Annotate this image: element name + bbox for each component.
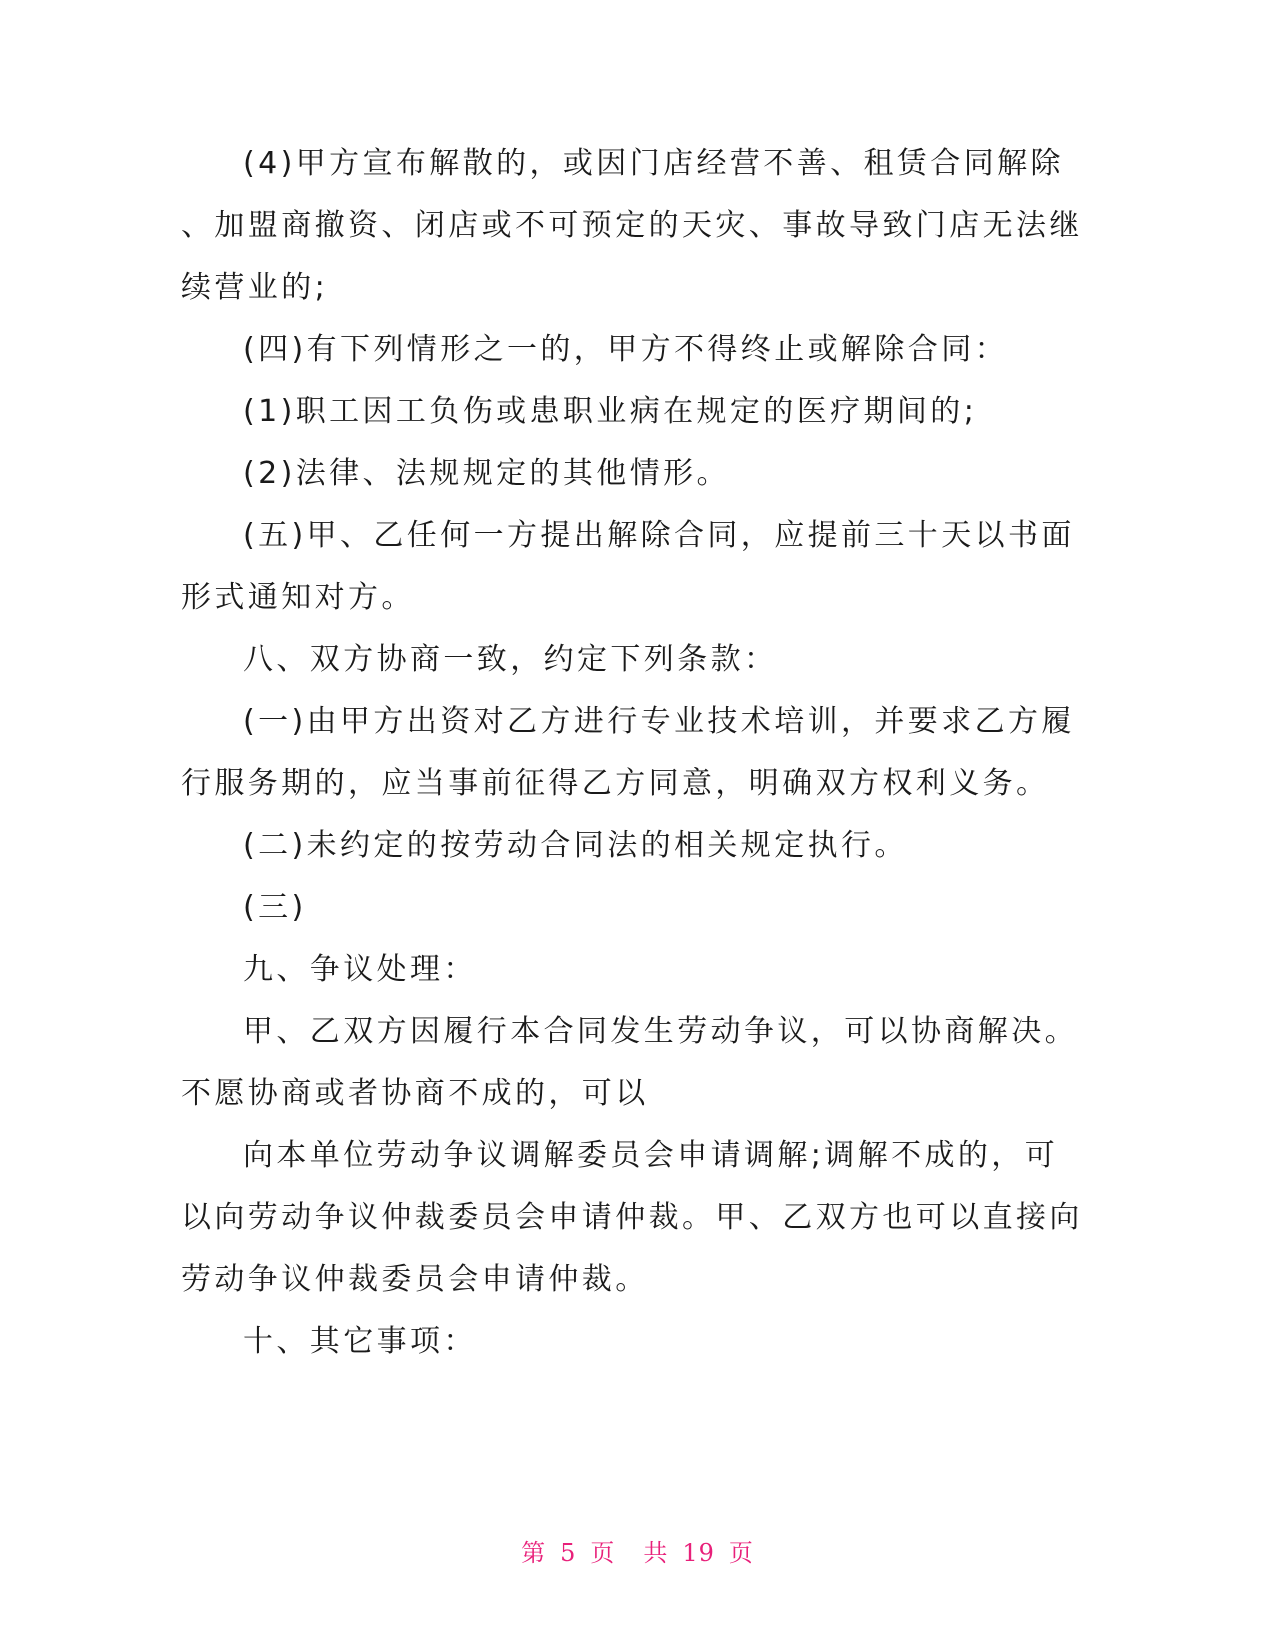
footer-total-word: 共 (643, 1539, 669, 1567)
text-line-1: (4)甲方宣布解散的，或因门店经营不善、租赁合同解除 (243, 146, 1064, 181)
text-line-18: 以向劳动争议仲裁委员会申请仲裁。甲、乙双方也可以直接向 (181, 1200, 1083, 1235)
footer-prefix: 第 (521, 1539, 547, 1567)
footer-suffix: 页 (728, 1539, 754, 1567)
footer-page-word: 页 (590, 1539, 616, 1567)
text-line-10: (一)由甲方出资对乙方进行专业技术培训，并要求乙方履 (243, 704, 1075, 739)
text-line-9: 八、双方协商一致，约定下列条款： (243, 642, 778, 677)
text-line-4: (四)有下列情形之一的，甲方不得终止或解除合同： (243, 332, 1009, 367)
text-line-13: (三) (243, 890, 307, 925)
text-line-17: 向本单位劳动争议调解委员会申请调解;调解不成的，可 (243, 1138, 1059, 1173)
page-footer (0, 1538, 1275, 1568)
text-line-8: 形式通知对方。 (181, 580, 415, 615)
text-line-3: 续营业的; (181, 270, 329, 305)
text-line-12: (二)未约定的按劳动合同法的相关规定执行。 (243, 828, 908, 863)
text-line-20: 十、其它事项： (243, 1324, 477, 1359)
text-line-6: (2)法律、法规规定的其他情形。 (243, 456, 730, 491)
text-line-11: 行服务期的，应当事前征得乙方同意，明确双方权利义务。 (181, 766, 1050, 801)
text-line-15: 甲、乙双方因履行本合同发生劳动争议，可以协商解决。 (243, 1014, 1078, 1049)
text-line-16: 不愿协商或者协商不成的，可以 (181, 1076, 649, 1111)
text-line-7: (五)甲、乙任何一方提出解除合同，应提前三十天以书面 (243, 518, 1075, 553)
text-line-5: (1)职工因工负伤或患职业病在规定的医疗期间的; (243, 394, 978, 429)
footer-total-pages: 19 (682, 1539, 715, 1567)
text-line-14: 九、争议处理： (243, 952, 477, 987)
text-line-19: 劳动争议仲裁委员会申请仲裁。 (181, 1262, 649, 1297)
text-line-2: 、加盟商撤资、闭店或不可预定的天灾、事故导致门店无法继 (181, 208, 1083, 243)
footer-current-page: 5 (560, 1539, 577, 1567)
